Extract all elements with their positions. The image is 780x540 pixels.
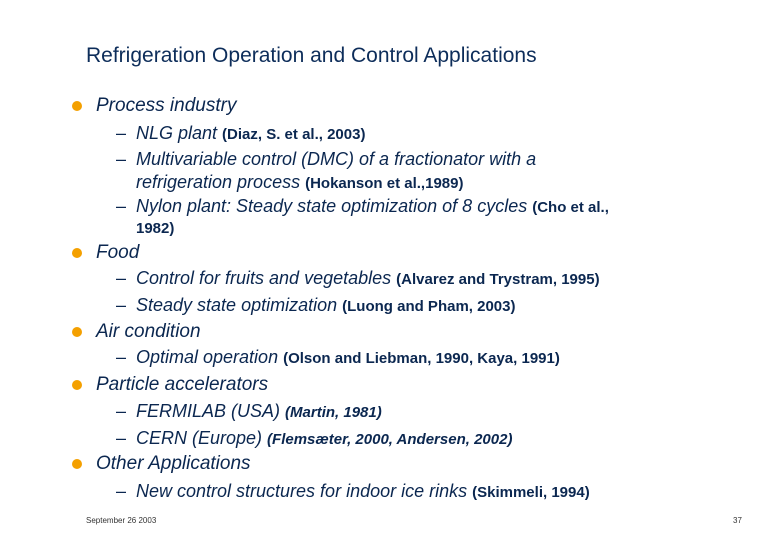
- item-text: CERN (Europe): [136, 428, 268, 448]
- dash-icon: –: [116, 149, 127, 169]
- dash-icon: –: [116, 347, 127, 367]
- list-item: [136, 295, 515, 316]
- bullet-icon: [72, 327, 82, 337]
- citation: (Martin, 1981): [285, 404, 382, 421]
- citation: (Diaz, S. et al., 2003): [222, 126, 366, 143]
- dash-icon: –: [116, 428, 127, 448]
- list-item: [136, 481, 590, 502]
- section-label: Food: [96, 242, 140, 263]
- footer-date: September 26 2003: [86, 516, 157, 525]
- item-text: Steady state optimization: [136, 295, 343, 315]
- citation: (Alvarez and Trystram, 1995): [396, 271, 600, 288]
- list-item: [136, 401, 382, 422]
- citation: (Skimmeli, 1994): [472, 484, 590, 501]
- list-item: Multivariable control (DMC) of a fractionator with a: [136, 149, 537, 169]
- item-text: Nylon plant: Steady state optimization of 8 cycles: [136, 196, 533, 216]
- item-text: Optimal operation: [136, 347, 284, 367]
- section-label: Other Applications: [96, 453, 251, 474]
- section-label: Air condition: [96, 321, 201, 342]
- dash-icon: –: [116, 268, 127, 288]
- citation: (Flemsæter, 2000, Andersen, 2002): [267, 431, 513, 448]
- item-text: refrigeration process: [136, 172, 306, 192]
- item-text: New control structures for indoor ice rinks: [136, 481, 473, 501]
- dash-icon: –: [116, 481, 127, 501]
- bullet-icon: [72, 380, 82, 390]
- dash-icon: –: [116, 295, 127, 315]
- bullet-icon: [72, 459, 82, 469]
- bullet-icon: [72, 248, 82, 258]
- citation-continuation: 1982): [136, 220, 175, 237]
- citation: (Olson and Liebman, 1990, Kaya, 1991): [283, 350, 560, 367]
- item-text: NLG plant: [136, 123, 223, 143]
- section-label: Particle accelerators: [96, 374, 269, 395]
- bullet-icon: [72, 101, 82, 111]
- list-item: [136, 428, 512, 449]
- list-item: [136, 123, 365, 144]
- dash-icon: –: [116, 123, 127, 143]
- section-label: Process industry: [96, 95, 237, 116]
- citation: (Hokanson et al.,1989): [305, 175, 464, 192]
- list-item: [136, 268, 600, 289]
- item-text: FERMILAB (USA): [136, 401, 286, 421]
- citation: (Luong and Pham, 2003): [342, 298, 516, 315]
- dash-icon: –: [116, 196, 127, 216]
- list-item-continuation: [136, 172, 463, 193]
- dash-icon: –: [116, 401, 127, 421]
- page-number: 37: [733, 516, 742, 525]
- list-item: [136, 196, 609, 217]
- list-item: [136, 347, 560, 368]
- citation: (Cho et al.,: [532, 199, 609, 216]
- item-text: Control for fruits and vegetables: [136, 268, 397, 288]
- slide-title: Refrigeration Operation and Control Applications: [86, 44, 537, 67]
